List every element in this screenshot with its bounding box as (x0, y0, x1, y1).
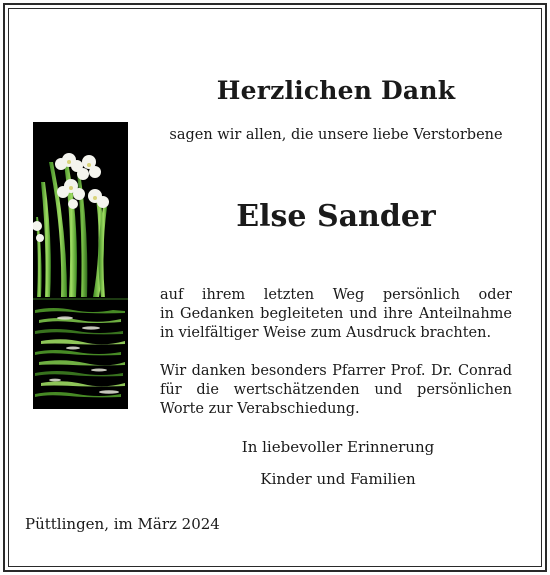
special-thanks-line: Wir danken besonders Pfarrer Prof. Dr. Conrad (160, 363, 512, 379)
thanks-line: in vielfältiger Weise zum Ausdruck brachten. (160, 325, 492, 341)
thanks-line: auf ihrem letzten Weg persönlich oder (160, 287, 512, 303)
thanks-line: in Gedanken begleiteten und ihre Anteilnahme (160, 306, 512, 322)
special-thanks-line: Worte zur Verabschiedung. (160, 401, 360, 417)
intro-text: sagen wir allen, die unsere liebe Verstorbene (169, 127, 503, 143)
signature: Kinder und Familien (260, 470, 416, 488)
deceased-name: Else Sander (236, 199, 436, 234)
special-thanks-line: für die wertschätzenden und persönlichen (160, 382, 512, 398)
flower-photo (33, 122, 128, 409)
closing-line: In liebevoller Erinnerung (241, 438, 435, 456)
notice-title: Herzlichen Dank (216, 76, 456, 105)
special-thanks-paragraph (160, 362, 512, 419)
thanks-paragraph (160, 286, 512, 343)
place-and-date: Püttlingen, im März 2024 (25, 515, 220, 533)
